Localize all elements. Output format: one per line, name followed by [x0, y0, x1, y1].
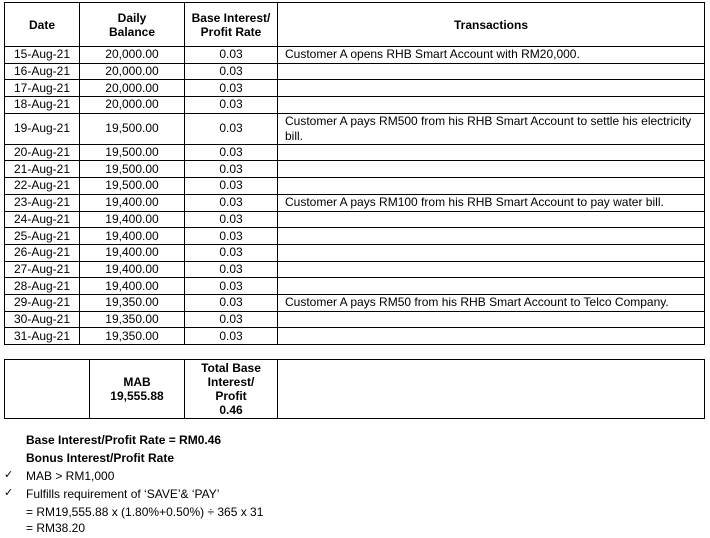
row-balance: 19,350.00: [80, 328, 185, 345]
row-transaction: [278, 97, 705, 114]
total-cell: [185, 360, 278, 419]
summary-empty-cell: [5, 360, 90, 419]
check-icon: ✓: [4, 469, 14, 481]
row-rate: 0.03: [185, 311, 278, 328]
row-rate: 0.03: [185, 261, 278, 278]
calculation-result: = RM38.20: [26, 521, 86, 535]
row-balance: 20,000.00: [80, 63, 185, 80]
row-balance: 20,000.00: [80, 80, 185, 97]
table-row: [5, 211, 705, 228]
row-date: 28-Aug-21: [5, 278, 80, 295]
row-transaction: Customer A pays RM500 from his RHB Smart Account to settle his electricity bill.: [278, 113, 705, 144]
row-rate: 0.03: [185, 244, 278, 261]
row-rate: 0.03: [185, 211, 278, 228]
row-transaction: [278, 80, 705, 97]
row-date: 15-Aug-21: [5, 47, 80, 64]
header-transactions: Transactions: [278, 3, 705, 47]
table-row: [5, 63, 705, 80]
header-date: Date: [5, 3, 80, 47]
header-daily-balance: [80, 3, 185, 47]
transactions-table: [4, 2, 705, 345]
row-transaction: [278, 328, 705, 345]
row-transaction: [278, 211, 705, 228]
row-rate: 0.03: [185, 278, 278, 295]
row-rate: 0.03: [185, 328, 278, 345]
row-balance: 19,400.00: [80, 244, 185, 261]
mab-cell: [90, 360, 185, 419]
row-date: 20-Aug-21: [5, 144, 80, 161]
calculation-line: = RM19,555.88 x (1.80%+0.50%) ÷ 365 x 31: [26, 505, 264, 519]
row-rate: 0.03: [185, 47, 278, 64]
base-rate-text: Base Interest/Profit Rate = RM0.46: [26, 433, 222, 447]
row-transaction: Customer A opens RHB Smart Account with RM20,000.: [278, 47, 705, 64]
table-row: [5, 161, 705, 178]
row-date: 22-Aug-21: [5, 178, 80, 195]
table-row: [5, 178, 705, 195]
row-transaction: [278, 278, 705, 295]
mab-label: MAB: [123, 375, 151, 389]
row-balance: 19,500.00: [80, 113, 185, 144]
row-rate: 0.03: [185, 80, 278, 97]
header-rate-label: Base Interest/ Profit Rate: [191, 10, 271, 39]
row-transaction: [278, 63, 705, 80]
header-daily-balance-label: Daily Balance: [108, 10, 156, 39]
row-date: 24-Aug-21: [5, 211, 80, 228]
row-date: 25-Aug-21: [5, 228, 80, 245]
row-balance: 19,350.00: [80, 311, 185, 328]
row-balance: 19,500.00: [80, 144, 185, 161]
row-rate: 0.03: [185, 161, 278, 178]
row-transaction: [278, 244, 705, 261]
row-date: 16-Aug-21: [5, 63, 80, 80]
table-row: [5, 194, 705, 211]
row-date: 31-Aug-21: [5, 328, 80, 345]
row-transaction: Customer A pays RM100 from his RHB Smart Account to pay water bill.: [278, 194, 705, 211]
check-mab: MAB > RM1,000: [26, 469, 115, 483]
table-row: [5, 47, 705, 64]
row-rate: 0.03: [185, 97, 278, 114]
row-date: 26-Aug-21: [5, 244, 80, 261]
row-rate: 0.03: [185, 144, 278, 161]
row-balance: 19,500.00: [80, 178, 185, 195]
row-balance: 19,400.00: [80, 228, 185, 245]
row-balance: 20,000.00: [80, 47, 185, 64]
row-rate: 0.03: [185, 228, 278, 245]
check-save-pay: Fulfills requirement of ‘SAVE’& ‘PAY’: [26, 487, 220, 501]
row-balance: 19,500.00: [80, 161, 185, 178]
table-row: [5, 80, 705, 97]
bonus-rate-title: Bonus Interest/Profit Rate: [26, 451, 175, 465]
row-transaction: [278, 161, 705, 178]
summary-table: [4, 359, 705, 419]
row-date: 29-Aug-21: [5, 294, 80, 311]
total-value: 0.46: [219, 403, 243, 417]
table-row: [5, 294, 705, 311]
row-transaction: [278, 228, 705, 245]
row-date: 18-Aug-21: [5, 97, 80, 114]
table-row: [5, 228, 705, 245]
row-rate: 0.03: [185, 113, 278, 144]
table-row: [5, 113, 705, 144]
row-transaction: [278, 311, 705, 328]
row-date: 21-Aug-21: [5, 161, 80, 178]
row-balance: 19,400.00: [80, 278, 185, 295]
table-row: [5, 261, 705, 278]
row-balance: 19,400.00: [80, 261, 185, 278]
row-balance: 19,400.00: [80, 194, 185, 211]
table-body: [5, 47, 705, 345]
row-rate: 0.03: [185, 63, 278, 80]
row-date: 30-Aug-21: [5, 311, 80, 328]
table-row: [5, 244, 705, 261]
row-transaction: [278, 178, 705, 195]
row-balance: 20,000.00: [80, 97, 185, 114]
table-row: [5, 328, 705, 345]
table-row: [5, 144, 705, 161]
header-rate: [185, 3, 278, 47]
row-date: 27-Aug-21: [5, 261, 80, 278]
row-rate: 0.03: [185, 294, 278, 311]
table-row: [5, 97, 705, 114]
row-transaction: Customer A pays RM50 from his RHB Smart Account to Telco Company.: [278, 294, 705, 311]
row-transaction: [278, 261, 705, 278]
total-label: Total Base Interest/ Profit: [201, 361, 261, 403]
row-rate: 0.03: [185, 178, 278, 195]
row-date: 19-Aug-21: [5, 113, 80, 144]
row-date: 23-Aug-21: [5, 194, 80, 211]
summary-blank-cell: [278, 360, 705, 419]
table-row: [5, 278, 705, 295]
table-row: [5, 311, 705, 328]
mab-value: 19,555.88: [110, 389, 164, 403]
row-transaction: [278, 144, 705, 161]
check-icon: ✓: [4, 487, 14, 499]
row-rate: 0.03: [185, 194, 278, 211]
row-balance: 19,400.00: [80, 211, 185, 228]
row-date: 17-Aug-21: [5, 80, 80, 97]
row-balance: 19,350.00: [80, 294, 185, 311]
